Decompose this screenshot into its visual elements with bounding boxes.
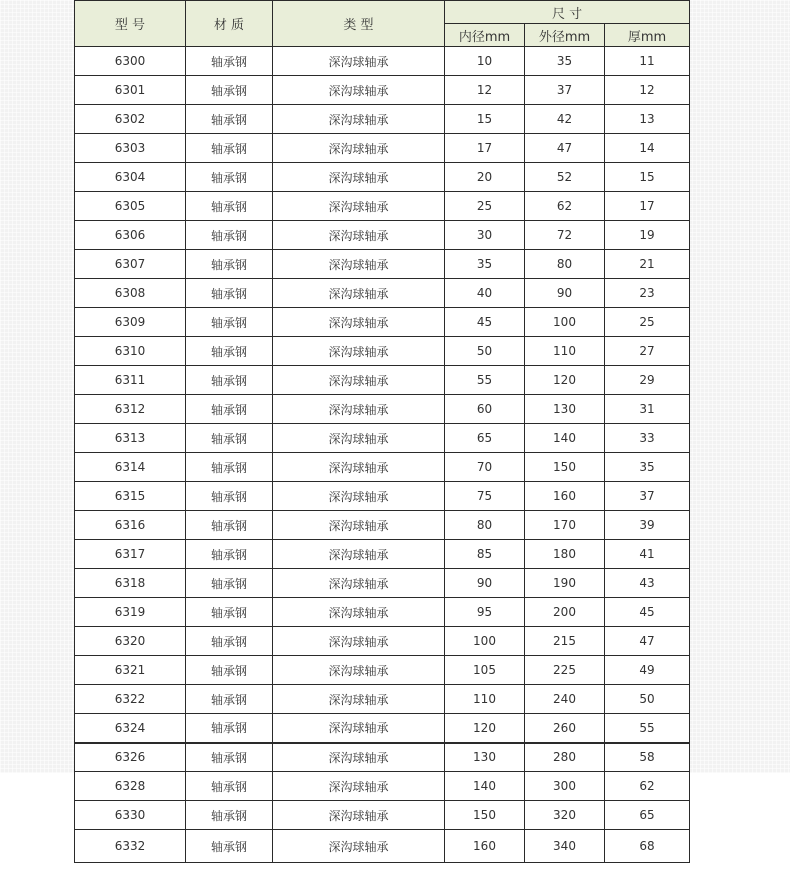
cell-type: 深沟球轴承 (273, 453, 445, 482)
cell-inner-diameter: 35 (445, 250, 525, 279)
cell-inner-diameter: 50 (445, 337, 525, 366)
cell-inner-diameter: 100 (445, 627, 525, 656)
cell-inner-diameter: 90 (445, 569, 525, 598)
cell-model: 6300 (75, 47, 186, 76)
cell-material: 轴承钢 (186, 801, 273, 830)
cell-outer-diameter: 190 (525, 569, 605, 598)
table-header (75, 1, 690, 47)
table-row (75, 482, 690, 511)
cell-material: 轴承钢 (186, 424, 273, 453)
cell-outer-diameter: 140 (525, 424, 605, 453)
cell-material: 轴承钢 (186, 772, 273, 801)
cell-model: 6308 (75, 279, 186, 308)
cell-outer-diameter: 240 (525, 685, 605, 714)
cell-outer-diameter: 150 (525, 453, 605, 482)
table-row (75, 453, 690, 482)
cell-inner-diameter: 85 (445, 540, 525, 569)
cell-thickness: 50 (605, 685, 690, 714)
cell-thickness: 68 (605, 830, 690, 863)
header-outer-diameter: 外径mm (525, 24, 605, 47)
table-row (75, 192, 690, 221)
cell-inner-diameter: 70 (445, 453, 525, 482)
cell-material: 轴承钢 (186, 76, 273, 105)
cell-thickness: 11 (605, 47, 690, 76)
cell-thickness: 55 (605, 714, 690, 743)
cell-material: 轴承钢 (186, 47, 273, 76)
cell-thickness: 49 (605, 656, 690, 685)
cell-model: 6312 (75, 395, 186, 424)
header-thickness: 厚mm (605, 24, 690, 47)
table-row (75, 830, 690, 863)
cell-outer-diameter: 110 (525, 337, 605, 366)
cell-type: 深沟球轴承 (273, 308, 445, 337)
cell-thickness: 45 (605, 598, 690, 627)
cell-material: 轴承钢 (186, 395, 273, 424)
table-row (75, 743, 690, 772)
table-row (75, 221, 690, 250)
cell-outer-diameter: 35 (525, 47, 605, 76)
table-row (75, 685, 690, 714)
table-row (75, 163, 690, 192)
cell-type: 深沟球轴承 (273, 395, 445, 424)
cell-thickness: 43 (605, 569, 690, 598)
cell-material: 轴承钢 (186, 627, 273, 656)
cell-material: 轴承钢 (186, 453, 273, 482)
cell-model: 6304 (75, 163, 186, 192)
cell-thickness: 65 (605, 801, 690, 830)
cell-type: 深沟球轴承 (273, 482, 445, 511)
cell-inner-diameter: 160 (445, 830, 525, 863)
cell-type: 深沟球轴承 (273, 801, 445, 830)
header-inner-diameter: 内径mm (445, 24, 525, 47)
cell-model: 6301 (75, 76, 186, 105)
cell-material: 轴承钢 (186, 511, 273, 540)
cell-outer-diameter: 120 (525, 366, 605, 395)
cell-thickness: 23 (605, 279, 690, 308)
cell-type: 深沟球轴承 (273, 105, 445, 134)
cell-outer-diameter: 80 (525, 250, 605, 279)
cell-outer-diameter: 280 (525, 743, 605, 772)
cell-thickness: 27 (605, 337, 690, 366)
cell-type: 深沟球轴承 (273, 685, 445, 714)
cell-inner-diameter: 12 (445, 76, 525, 105)
cell-model: 6320 (75, 627, 186, 656)
header-material: 材 质 (186, 1, 273, 47)
cell-model: 6326 (75, 743, 186, 772)
cell-thickness: 62 (605, 772, 690, 801)
table-row (75, 656, 690, 685)
cell-inner-diameter: 130 (445, 743, 525, 772)
cell-model: 6317 (75, 540, 186, 569)
cell-material: 轴承钢 (186, 482, 273, 511)
header-row-1 (75, 1, 690, 24)
cell-model: 6303 (75, 134, 186, 163)
cell-outer-diameter: 160 (525, 482, 605, 511)
cell-type: 深沟球轴承 (273, 540, 445, 569)
cell-model: 6319 (75, 598, 186, 627)
cell-type: 深沟球轴承 (273, 772, 445, 801)
cell-thickness: 29 (605, 366, 690, 395)
cell-model: 6324 (75, 714, 186, 743)
cell-material: 轴承钢 (186, 337, 273, 366)
cell-inner-diameter: 95 (445, 598, 525, 627)
cell-thickness: 12 (605, 76, 690, 105)
table-row (75, 308, 690, 337)
table-row (75, 801, 690, 830)
cell-inner-diameter: 15 (445, 105, 525, 134)
table-row (75, 714, 690, 743)
cell-thickness: 35 (605, 453, 690, 482)
cell-material: 轴承钢 (186, 308, 273, 337)
header-type: 类 型 (273, 1, 445, 47)
cell-material: 轴承钢 (186, 598, 273, 627)
cell-model: 6314 (75, 453, 186, 482)
cell-inner-diameter: 120 (445, 714, 525, 743)
table-body (75, 47, 690, 863)
cell-material: 轴承钢 (186, 134, 273, 163)
cell-thickness: 14 (605, 134, 690, 163)
bearing-spec-table (74, 0, 690, 863)
cell-material: 轴承钢 (186, 685, 273, 714)
cell-outer-diameter: 72 (525, 221, 605, 250)
cell-inner-diameter: 60 (445, 395, 525, 424)
table-row (75, 76, 690, 105)
cell-thickness: 19 (605, 221, 690, 250)
cell-inner-diameter: 10 (445, 47, 525, 76)
cell-inner-diameter: 150 (445, 801, 525, 830)
cell-material: 轴承钢 (186, 656, 273, 685)
cell-model: 6328 (75, 772, 186, 801)
cell-outer-diameter: 180 (525, 540, 605, 569)
cell-model: 6313 (75, 424, 186, 453)
cell-outer-diameter: 130 (525, 395, 605, 424)
cell-type: 深沟球轴承 (273, 221, 445, 250)
cell-outer-diameter: 225 (525, 656, 605, 685)
cell-inner-diameter: 75 (445, 482, 525, 511)
cell-outer-diameter: 300 (525, 772, 605, 801)
cell-type: 深沟球轴承 (273, 656, 445, 685)
cell-model: 6307 (75, 250, 186, 279)
table-row (75, 569, 690, 598)
cell-type: 深沟球轴承 (273, 47, 445, 76)
cell-material: 轴承钢 (186, 192, 273, 221)
cell-inner-diameter: 55 (445, 366, 525, 395)
cell-inner-diameter: 45 (445, 308, 525, 337)
table-row (75, 540, 690, 569)
cell-outer-diameter: 320 (525, 801, 605, 830)
cell-inner-diameter: 105 (445, 656, 525, 685)
cell-outer-diameter: 170 (525, 511, 605, 540)
cell-type: 深沟球轴承 (273, 830, 445, 863)
table-row (75, 279, 690, 308)
cell-outer-diameter: 100 (525, 308, 605, 337)
cell-thickness: 13 (605, 105, 690, 134)
cell-model: 6321 (75, 656, 186, 685)
cell-thickness: 21 (605, 250, 690, 279)
cell-outer-diameter: 37 (525, 76, 605, 105)
cell-type: 深沟球轴承 (273, 714, 445, 743)
cell-inner-diameter: 65 (445, 424, 525, 453)
cell-type: 深沟球轴承 (273, 569, 445, 598)
cell-inner-diameter: 140 (445, 772, 525, 801)
cell-outer-diameter: 340 (525, 830, 605, 863)
table-row (75, 105, 690, 134)
cell-model: 6309 (75, 308, 186, 337)
cell-outer-diameter: 200 (525, 598, 605, 627)
cell-material: 轴承钢 (186, 105, 273, 134)
cell-inner-diameter: 40 (445, 279, 525, 308)
cell-model: 6306 (75, 221, 186, 250)
cell-inner-diameter: 17 (445, 134, 525, 163)
cell-thickness: 58 (605, 743, 690, 772)
cell-thickness: 37 (605, 482, 690, 511)
cell-material: 轴承钢 (186, 279, 273, 308)
cell-model: 6322 (75, 685, 186, 714)
cell-thickness: 47 (605, 627, 690, 656)
cell-thickness: 17 (605, 192, 690, 221)
cell-model: 6330 (75, 801, 186, 830)
header-size: 尺 寸 (445, 1, 690, 24)
cell-thickness: 41 (605, 540, 690, 569)
cell-outer-diameter: 215 (525, 627, 605, 656)
cell-type: 深沟球轴承 (273, 250, 445, 279)
table-row (75, 395, 690, 424)
cell-model: 6318 (75, 569, 186, 598)
cell-model: 6332 (75, 830, 186, 863)
table-row (75, 424, 690, 453)
table-row (75, 598, 690, 627)
cell-material: 轴承钢 (186, 163, 273, 192)
cell-type: 深沟球轴承 (273, 192, 445, 221)
cell-type: 深沟球轴承 (273, 163, 445, 192)
table-row (75, 337, 690, 366)
cell-inner-diameter: 80 (445, 511, 525, 540)
cell-type: 深沟球轴承 (273, 743, 445, 772)
cell-inner-diameter: 25 (445, 192, 525, 221)
cell-thickness: 15 (605, 163, 690, 192)
cell-type: 深沟球轴承 (273, 337, 445, 366)
cell-material: 轴承钢 (186, 714, 273, 743)
table-row (75, 250, 690, 279)
cell-material: 轴承钢 (186, 830, 273, 863)
cell-material: 轴承钢 (186, 221, 273, 250)
cell-outer-diameter: 52 (525, 163, 605, 192)
cell-thickness: 39 (605, 511, 690, 540)
cell-model: 6311 (75, 366, 186, 395)
table-row (75, 47, 690, 76)
cell-inner-diameter: 110 (445, 685, 525, 714)
cell-thickness: 31 (605, 395, 690, 424)
cell-type: 深沟球轴承 (273, 511, 445, 540)
cell-material: 轴承钢 (186, 743, 273, 772)
table-row (75, 772, 690, 801)
cell-material: 轴承钢 (186, 366, 273, 395)
cell-type: 深沟球轴承 (273, 424, 445, 453)
cell-thickness: 33 (605, 424, 690, 453)
cell-model: 6310 (75, 337, 186, 366)
cell-outer-diameter: 42 (525, 105, 605, 134)
cell-type: 深沟球轴承 (273, 76, 445, 105)
cell-outer-diameter: 47 (525, 134, 605, 163)
cell-type: 深沟球轴承 (273, 279, 445, 308)
cell-outer-diameter: 90 (525, 279, 605, 308)
cell-type: 深沟球轴承 (273, 598, 445, 627)
cell-type: 深沟球轴承 (273, 627, 445, 656)
cell-outer-diameter: 62 (525, 192, 605, 221)
header-model: 型 号 (75, 1, 186, 47)
table-row (75, 366, 690, 395)
cell-model: 6302 (75, 105, 186, 134)
cell-type: 深沟球轴承 (273, 366, 445, 395)
cell-inner-diameter: 30 (445, 221, 525, 250)
cell-inner-diameter: 20 (445, 163, 525, 192)
table-row (75, 511, 690, 540)
cell-material: 轴承钢 (186, 250, 273, 279)
cell-material: 轴承钢 (186, 569, 273, 598)
cell-model: 6305 (75, 192, 186, 221)
cell-type: 深沟球轴承 (273, 134, 445, 163)
cell-outer-diameter: 260 (525, 714, 605, 743)
cell-model: 6316 (75, 511, 186, 540)
cell-thickness: 25 (605, 308, 690, 337)
cell-model: 6315 (75, 482, 186, 511)
cell-material: 轴承钢 (186, 540, 273, 569)
table-row (75, 627, 690, 656)
table-row (75, 134, 690, 163)
